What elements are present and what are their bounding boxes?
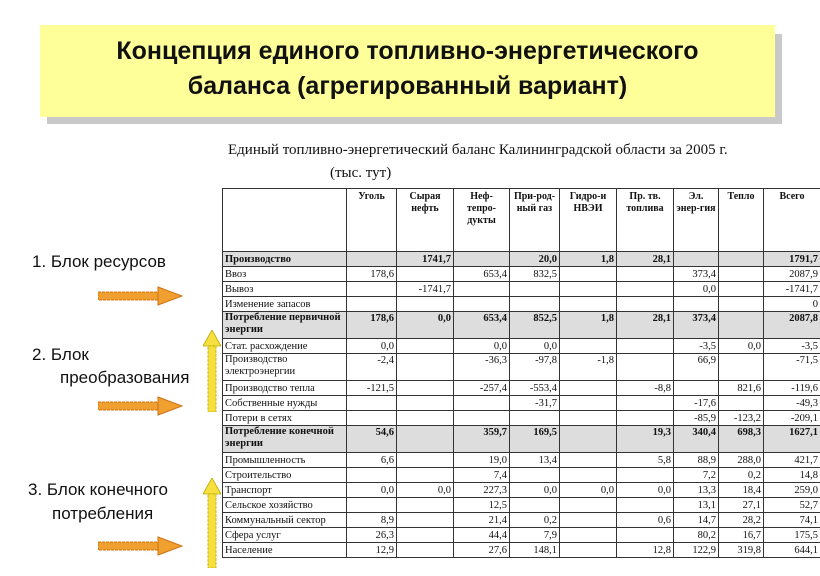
table-cell: 227,3 bbox=[454, 483, 510, 498]
table-cell: 653,4 bbox=[454, 267, 510, 282]
slide-title bbox=[40, 34, 775, 104]
block-final-label-line1: 3. Блок конечного bbox=[28, 480, 168, 499]
arrow-right-icon bbox=[98, 286, 183, 306]
table-cell: 54,6 bbox=[347, 426, 397, 453]
row-label: Потери в сетях bbox=[223, 411, 347, 426]
table-cell: 19,0 bbox=[454, 453, 510, 468]
table-cell bbox=[674, 297, 719, 312]
table-cell: 74,1 bbox=[764, 513, 820, 528]
table-cell bbox=[347, 396, 397, 411]
table-units: (тыс. тут) bbox=[330, 165, 392, 181]
table-cell bbox=[454, 282, 510, 297]
table-cell bbox=[510, 468, 560, 483]
table-cell: 44,4 bbox=[454, 528, 510, 543]
table-cell bbox=[617, 297, 674, 312]
table-cell: 8,9 bbox=[347, 513, 397, 528]
table-cell: 698,3 bbox=[719, 426, 764, 453]
table-cell: 653,4 bbox=[454, 312, 510, 339]
table-cell bbox=[719, 282, 764, 297]
table-cell bbox=[347, 297, 397, 312]
table-cell: 28,1 bbox=[617, 252, 674, 267]
row-label: Сфера услуг bbox=[223, 528, 347, 543]
table-cell: 13,4 bbox=[510, 453, 560, 468]
table-cell: 52,7 bbox=[764, 498, 820, 513]
table-row bbox=[223, 543, 820, 558]
table-cell bbox=[510, 282, 560, 297]
table-cell bbox=[397, 426, 454, 453]
table-cell: 0,0 bbox=[560, 483, 617, 498]
table-cell: -8,8 bbox=[617, 381, 674, 396]
column-header: Гидро-и НВЭИ bbox=[560, 189, 617, 252]
row-label: Стат. расхождение bbox=[223, 339, 347, 354]
table-cell bbox=[617, 528, 674, 543]
arrow-up-icon bbox=[203, 478, 221, 568]
table-cell: 14,7 bbox=[674, 513, 719, 528]
table-cell bbox=[560, 426, 617, 453]
table-cell bbox=[454, 252, 510, 267]
table-row bbox=[223, 267, 820, 282]
table-row bbox=[223, 252, 820, 267]
table-cell: 19,3 bbox=[617, 426, 674, 453]
table-cell: 0,0 bbox=[510, 483, 560, 498]
table-row bbox=[223, 312, 820, 339]
table-cell: 122,9 bbox=[674, 543, 719, 558]
table-cell: -49,3 bbox=[764, 396, 820, 411]
row-label: Потребление конечной энергии bbox=[223, 426, 347, 453]
table-cell bbox=[719, 396, 764, 411]
table-cell bbox=[454, 297, 510, 312]
table-cell: 66,9 bbox=[674, 354, 719, 381]
table-cell: 7,9 bbox=[510, 528, 560, 543]
table-cell: 0,2 bbox=[719, 468, 764, 483]
table-cell bbox=[560, 282, 617, 297]
table-cell bbox=[397, 339, 454, 354]
table-cell: 6,6 bbox=[347, 453, 397, 468]
row-label: Производство электроэнергии bbox=[223, 354, 347, 381]
table-cell: -119,6 bbox=[764, 381, 820, 396]
table-cell: 7,2 bbox=[674, 468, 719, 483]
table-caption: Единый топливно-энергетический баланс Калининградской области за 2005 г. bbox=[228, 142, 728, 158]
table-row bbox=[223, 282, 820, 297]
table-cell: 2087,8 bbox=[764, 312, 820, 339]
table-cell: 175,5 bbox=[764, 528, 820, 543]
table-cell bbox=[719, 267, 764, 282]
table-cell: 13,3 bbox=[674, 483, 719, 498]
table-header-row bbox=[223, 189, 820, 252]
table-cell: 0,0 bbox=[347, 483, 397, 498]
block-resources-label: 1. Блок ресурсов bbox=[32, 252, 166, 271]
row-label: Потребление первичной энергии bbox=[223, 312, 347, 339]
table-cell: 88,9 bbox=[674, 453, 719, 468]
table-cell bbox=[560, 411, 617, 426]
table-cell: -3,5 bbox=[674, 339, 719, 354]
table-cell: 259,0 bbox=[764, 483, 820, 498]
table-cell: 178,6 bbox=[347, 267, 397, 282]
table-cell: 0,0 bbox=[397, 312, 454, 339]
table-cell bbox=[674, 252, 719, 267]
table-cell bbox=[510, 297, 560, 312]
row-label: Промышленность bbox=[223, 453, 347, 468]
table-row bbox=[223, 453, 820, 468]
table-cell bbox=[560, 468, 617, 483]
row-label: Коммунальный сектор bbox=[223, 513, 347, 528]
table-cell: 169,5 bbox=[510, 426, 560, 453]
table-cell: -17,6 bbox=[674, 396, 719, 411]
slide-title-line1: Концепция единого топливно-энергетического bbox=[116, 37, 699, 65]
table-cell bbox=[617, 396, 674, 411]
row-label: Ввоз bbox=[223, 267, 347, 282]
table-cell: 0,0 bbox=[397, 483, 454, 498]
table-cell bbox=[397, 297, 454, 312]
row-label: Производство bbox=[223, 252, 347, 267]
table-row bbox=[223, 528, 820, 543]
arrow-up-icon bbox=[203, 330, 221, 412]
table-cell: 12,5 bbox=[454, 498, 510, 513]
table-cell: -209,1 bbox=[764, 411, 820, 426]
table-cell bbox=[560, 267, 617, 282]
table-cell bbox=[347, 498, 397, 513]
table-cell: 14,8 bbox=[764, 468, 820, 483]
block-transform-label-line1: 2. Блок bbox=[32, 345, 89, 364]
table-cell: 359,7 bbox=[454, 426, 510, 453]
table-cell bbox=[617, 411, 674, 426]
table-row bbox=[223, 411, 820, 426]
column-header: Эл. энер-гия bbox=[674, 189, 719, 252]
table-cell: 644,1 bbox=[764, 543, 820, 558]
table-cell bbox=[617, 354, 674, 381]
table-cell: 373,4 bbox=[674, 312, 719, 339]
table-cell bbox=[454, 411, 510, 426]
table-cell: 0,0 bbox=[454, 339, 510, 354]
table-cell: 0 bbox=[764, 297, 820, 312]
table-cell: -3,5 bbox=[764, 339, 820, 354]
table-cell bbox=[397, 453, 454, 468]
table-cell: 288,0 bbox=[719, 453, 764, 468]
table-cell bbox=[397, 396, 454, 411]
table-cell: 0,0 bbox=[674, 282, 719, 297]
table-cell: -257,4 bbox=[454, 381, 510, 396]
table-cell: -71,5 bbox=[764, 354, 820, 381]
table-cell: 148,1 bbox=[510, 543, 560, 558]
column-header: Пр. тв. топлива bbox=[617, 189, 674, 252]
table-cell: 1791,7 bbox=[764, 252, 820, 267]
energy-balance-table bbox=[222, 188, 820, 558]
table-cell: 421,7 bbox=[764, 453, 820, 468]
table-cell: 12,8 bbox=[617, 543, 674, 558]
arrow-right-icon bbox=[98, 536, 183, 556]
table-cell: 80,2 bbox=[674, 528, 719, 543]
table-cell: 28,2 bbox=[719, 513, 764, 528]
table-cell: 0,2 bbox=[510, 513, 560, 528]
table-cell bbox=[617, 468, 674, 483]
table-cell: 27,1 bbox=[719, 498, 764, 513]
table-cell: 26,3 bbox=[347, 528, 397, 543]
table-cell bbox=[347, 252, 397, 267]
row-label: Строительство bbox=[223, 468, 347, 483]
table-row bbox=[223, 513, 820, 528]
table-cell bbox=[347, 282, 397, 297]
table-row bbox=[223, 426, 820, 453]
table-cell: 0,0 bbox=[510, 339, 560, 354]
column-header: Сырая нефть bbox=[397, 189, 454, 252]
table-cell: 821,6 bbox=[719, 381, 764, 396]
table-cell: 7,4 bbox=[454, 468, 510, 483]
table-cell: 5,8 bbox=[617, 453, 674, 468]
table-cell bbox=[397, 267, 454, 282]
table-cell bbox=[397, 411, 454, 426]
table-row bbox=[223, 297, 820, 312]
table-cell: 20,0 bbox=[510, 252, 560, 267]
table-cell: 373,4 bbox=[674, 267, 719, 282]
table-cell: -553,4 bbox=[510, 381, 560, 396]
table-cell: 1,8 bbox=[560, 312, 617, 339]
table-cell bbox=[397, 528, 454, 543]
table-cell bbox=[617, 339, 674, 354]
row-label: Собственные нужды bbox=[223, 396, 347, 411]
table-cell: -121,5 bbox=[347, 381, 397, 396]
row-label: Население bbox=[223, 543, 347, 558]
column-header: Уголь bbox=[347, 189, 397, 252]
table-row bbox=[223, 396, 820, 411]
table-cell bbox=[560, 297, 617, 312]
block-final-label-line2: потребления bbox=[52, 504, 154, 523]
table-cell: 340,4 bbox=[674, 426, 719, 453]
table-row bbox=[223, 468, 820, 483]
table-row bbox=[223, 339, 820, 354]
table-cell: -97,8 bbox=[510, 354, 560, 381]
column-header: Всего bbox=[764, 189, 820, 252]
table-cell bbox=[719, 297, 764, 312]
table-cell: 0,0 bbox=[347, 339, 397, 354]
slide-title-line2: баланса (агрегированный вариант) bbox=[187, 72, 628, 100]
table-cell: 13,1 bbox=[674, 498, 719, 513]
table-cell bbox=[560, 453, 617, 468]
table-cell: 0,0 bbox=[617, 483, 674, 498]
table-cell: -1741,7 bbox=[764, 282, 820, 297]
table-cell bbox=[617, 282, 674, 297]
table-cell bbox=[347, 411, 397, 426]
table-cell: -31,7 bbox=[510, 396, 560, 411]
table-cell: 1,8 bbox=[560, 252, 617, 267]
table-row bbox=[223, 498, 820, 513]
table-cell bbox=[347, 468, 397, 483]
arrow-right-icon bbox=[98, 396, 183, 416]
table-cell bbox=[560, 381, 617, 396]
table-cell: 0,6 bbox=[617, 513, 674, 528]
row-label: Изменение запасов bbox=[223, 297, 347, 312]
table-cell: 28,1 bbox=[617, 312, 674, 339]
table-cell bbox=[454, 396, 510, 411]
table-cell: 178,6 bbox=[347, 312, 397, 339]
table-cell bbox=[397, 468, 454, 483]
table-cell: -36,3 bbox=[454, 354, 510, 381]
table-cell bbox=[560, 498, 617, 513]
table-row bbox=[223, 354, 820, 381]
table-cell: -123,2 bbox=[719, 411, 764, 426]
table-cell bbox=[510, 411, 560, 426]
table-cell bbox=[617, 267, 674, 282]
table-cell: 27,6 bbox=[454, 543, 510, 558]
table-cell bbox=[617, 498, 674, 513]
table-cell: -1741,7 bbox=[397, 282, 454, 297]
table-row bbox=[223, 381, 820, 396]
table-cell bbox=[560, 543, 617, 558]
table-cell: 16,7 bbox=[719, 528, 764, 543]
table-cell: 21,4 bbox=[454, 513, 510, 528]
column-header: Неф-тепро-дукты bbox=[454, 189, 510, 252]
table-row bbox=[223, 483, 820, 498]
table-cell bbox=[719, 312, 764, 339]
table-cell: 852,5 bbox=[510, 312, 560, 339]
table-cell: 12,9 bbox=[347, 543, 397, 558]
table-cell bbox=[397, 354, 454, 381]
table-cell bbox=[560, 396, 617, 411]
table-cell: 1741,7 bbox=[397, 252, 454, 267]
table-cell: 832,5 bbox=[510, 267, 560, 282]
table-cell bbox=[397, 498, 454, 513]
table-cell: -85,9 bbox=[674, 411, 719, 426]
table-cell bbox=[674, 381, 719, 396]
table-body bbox=[223, 252, 820, 558]
table-cell bbox=[560, 528, 617, 543]
block-transform-label-line2: преобразования bbox=[60, 368, 190, 387]
column-header: При-род-ный газ bbox=[510, 189, 560, 252]
table-cell bbox=[560, 339, 617, 354]
table-cell bbox=[397, 513, 454, 528]
table-cell: 18,4 bbox=[719, 483, 764, 498]
row-label: Вывоз bbox=[223, 282, 347, 297]
table-cell bbox=[719, 252, 764, 267]
table-cell bbox=[397, 543, 454, 558]
table-cell bbox=[397, 381, 454, 396]
table-cell: 319,8 bbox=[719, 543, 764, 558]
table-cell bbox=[510, 498, 560, 513]
table-cell: 0,0 bbox=[719, 339, 764, 354]
table-cell bbox=[719, 354, 764, 381]
table-cell: 1627,1 bbox=[764, 426, 820, 453]
row-label: Транспорт bbox=[223, 483, 347, 498]
header-row-label bbox=[223, 189, 347, 252]
table-cell bbox=[560, 513, 617, 528]
row-label: Производство тепла bbox=[223, 381, 347, 396]
row-label: Сельское хозяйство bbox=[223, 498, 347, 513]
column-header: Тепло bbox=[719, 189, 764, 252]
table-cell: 2087,9 bbox=[764, 267, 820, 282]
table-cell: -2,4 bbox=[347, 354, 397, 381]
table-cell: -1,8 bbox=[560, 354, 617, 381]
